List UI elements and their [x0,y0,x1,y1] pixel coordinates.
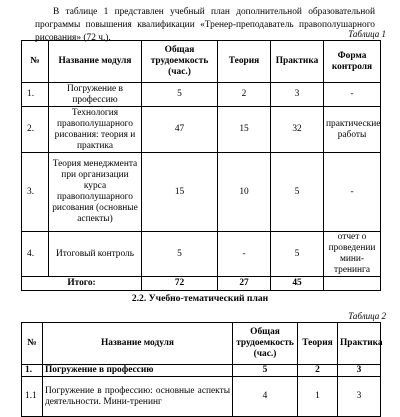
table-header-row [22,41,381,83]
row-number: 3. [22,153,49,232]
intro-paragraph: В таблице 1 представлен учебный план дополнительной образовательной программы повышения квалификации «Тренер-преподаватель правополушарного рисования» (72 ч.). [35,7,375,44]
row-number: 2. [22,107,49,153]
total-hours: 5 [142,232,218,277]
practice-hours: 5 [271,232,324,277]
total-row [22,277,381,291]
header-cell: Практика [271,41,324,83]
practice-hours: 3 [271,83,324,107]
table1-caption: Таблица 1 [348,29,386,39]
total-hours: 47 [142,107,218,153]
header-cell: Общая трудоемкость (час.) [142,41,218,83]
theory-hours: 15 [218,107,271,153]
table-row [22,153,381,232]
table-row [22,377,381,417]
header-cell: Теория [298,323,338,365]
header-cell: Название модуля [43,323,233,365]
module-name: Погружение в профессию [43,365,233,377]
row-number: 1.1 [22,377,43,417]
practice-hours: 3 [338,365,381,377]
table-row [22,83,381,107]
control-form: - [324,83,381,107]
control-form: отчет о проведении мини-тренинга [324,232,381,277]
practice-hours: 3 [338,377,381,417]
header-cell: Теория [218,41,271,83]
table-row [22,365,381,377]
table2-caption: Таблица 2 [348,311,386,321]
header-cell: Практика [338,323,381,365]
practice-hours-sum: 45 [271,277,324,291]
theory-hours: 2 [298,365,338,377]
section-heading: 2.2. Учебно-тематический план [131,293,269,304]
module-name: Теория менеджмента при организации курса правополушарного рисования (основные аспекты) [49,153,142,232]
row-number: 4. [22,232,49,277]
module-name: Погружение в профессию: основные аспекты деятельности. Мини-тренинг [43,377,233,417]
row-number: 1. [22,365,43,377]
theory-hours: 10 [218,153,271,232]
module-name: Итоговый контроль [49,232,142,277]
thematic-plan-table [21,322,381,417]
total-hours: 5 [233,365,298,377]
total-hours: 4 [233,377,298,417]
control-form-empty [324,277,381,291]
module-name: Погружение в профессию [49,83,142,107]
table-row [22,107,381,153]
theory-hours: 1 [298,377,338,417]
table-header-row [22,323,381,365]
row-number: 1. [22,83,49,107]
table-row [22,232,381,277]
total-label: Итого: [22,277,142,291]
theory-hours-sum: 27 [218,277,271,291]
practice-hours: 5 [271,153,324,232]
total-hours-sum: 72 [142,277,218,291]
header-cell: Название модуля [49,41,142,83]
theory-hours: 2 [218,83,271,107]
total-hours: 5 [142,83,218,107]
header-cell: № [22,323,43,365]
practice-hours: 32 [271,107,324,153]
total-hours: 15 [142,153,218,232]
control-form: практические работы [324,107,381,153]
theory-hours: - [218,232,271,277]
header-cell: Общая трудоемкость (час.) [233,323,298,365]
module-name: Технология правополушарного рисования: теория и практика [49,107,142,153]
control-form: - [324,153,381,232]
header-cell: Форма контроля [324,41,381,83]
header-cell: № [22,41,49,83]
curriculum-table [21,40,381,291]
